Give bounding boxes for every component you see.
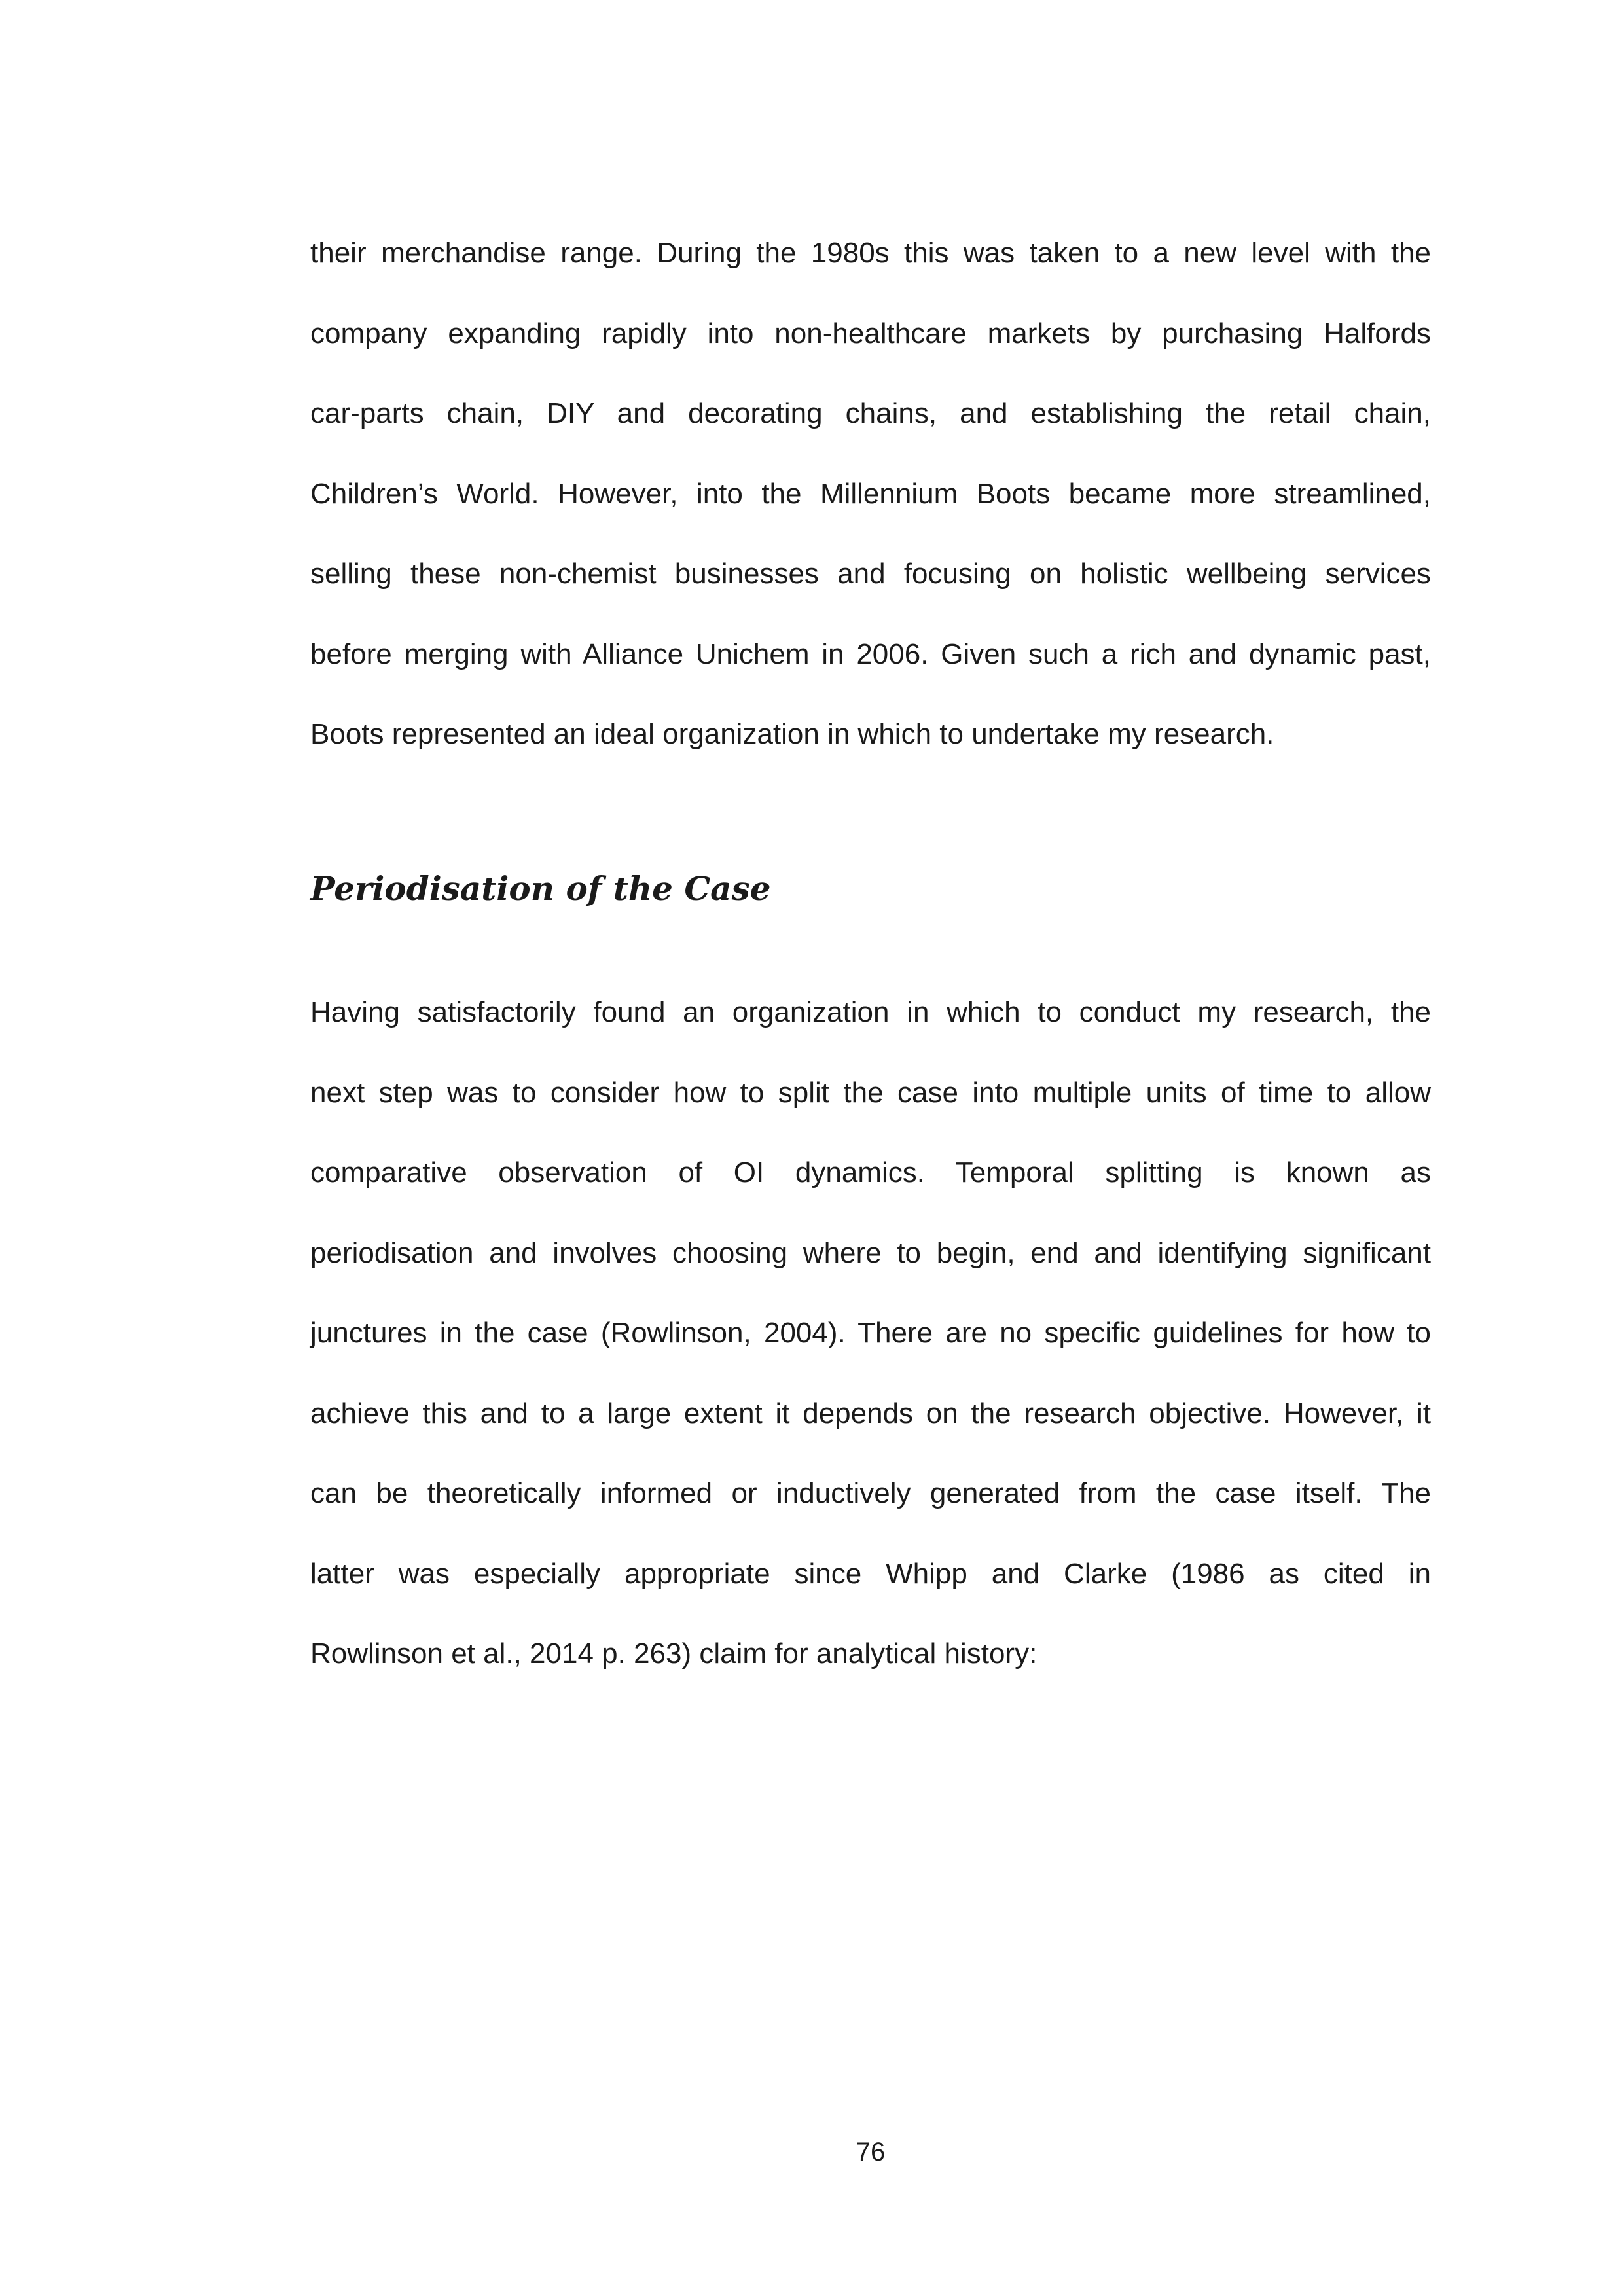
paragraph-line: Having satisfactorily found an organization in which to conduct my research, the [310, 996, 1431, 1028]
paragraph-line: car-parts chain, DIY and decorating chains, and establishing the retail chain, [310, 397, 1431, 429]
paragraph-line: their merchandise range. During the 1980s this was taken to a new level with the [310, 237, 1431, 269]
paragraph-line: can be theoretically informed or inductively generated from the case itself. The [310, 1477, 1431, 1509]
paragraph-line: company expanding rapidly into non-healthcare markets by purchasing Halfords [310, 317, 1431, 350]
paragraph-line: Children’s World. However, into the Millennium Boots became more streamlined, [310, 477, 1431, 510]
paragraph-line: Boots represented an ideal organization in which to undertake my research. [310, 718, 1274, 750]
page-number: 76 [856, 2138, 886, 2166]
section-heading: Periodisation of the Case [310, 869, 771, 908]
paragraph-line: selling these non-chemist businesses and focusing on holistic wellbeing services [310, 558, 1431, 590]
paragraph-line: before merging with Alliance Unichem in 2006. Given such a rich and dynamic past, [310, 637, 1431, 670]
body-paragraph-2 [310, 973, 1431, 1695]
paragraph-line: Rowlinson et al., 2014 p. 263) claim for analytical history: [310, 1638, 1038, 1670]
paragraph-line: comparative observation of OI dynamics. Temporal splitting is known as [310, 1157, 1431, 1189]
paragraph-line: achieve this and to a large extent it depends on the research objective. However, it [310, 1397, 1431, 1429]
paragraph-line: latter was especially appropriate since Whipp and Clarke (1986 as cited in [310, 1557, 1431, 1590]
paragraph-line: periodisation and involves choosing where to begin, end and identifying significant [310, 1236, 1431, 1269]
paragraph-line: next step was to consider how to split the case into multiple units of time to allow [310, 1076, 1431, 1109]
body-paragraph-1 [310, 213, 1431, 775]
paragraph-line: junctures in the case (Rowlinson, 2004). There are no specific guidelines for how to [310, 1317, 1431, 1349]
